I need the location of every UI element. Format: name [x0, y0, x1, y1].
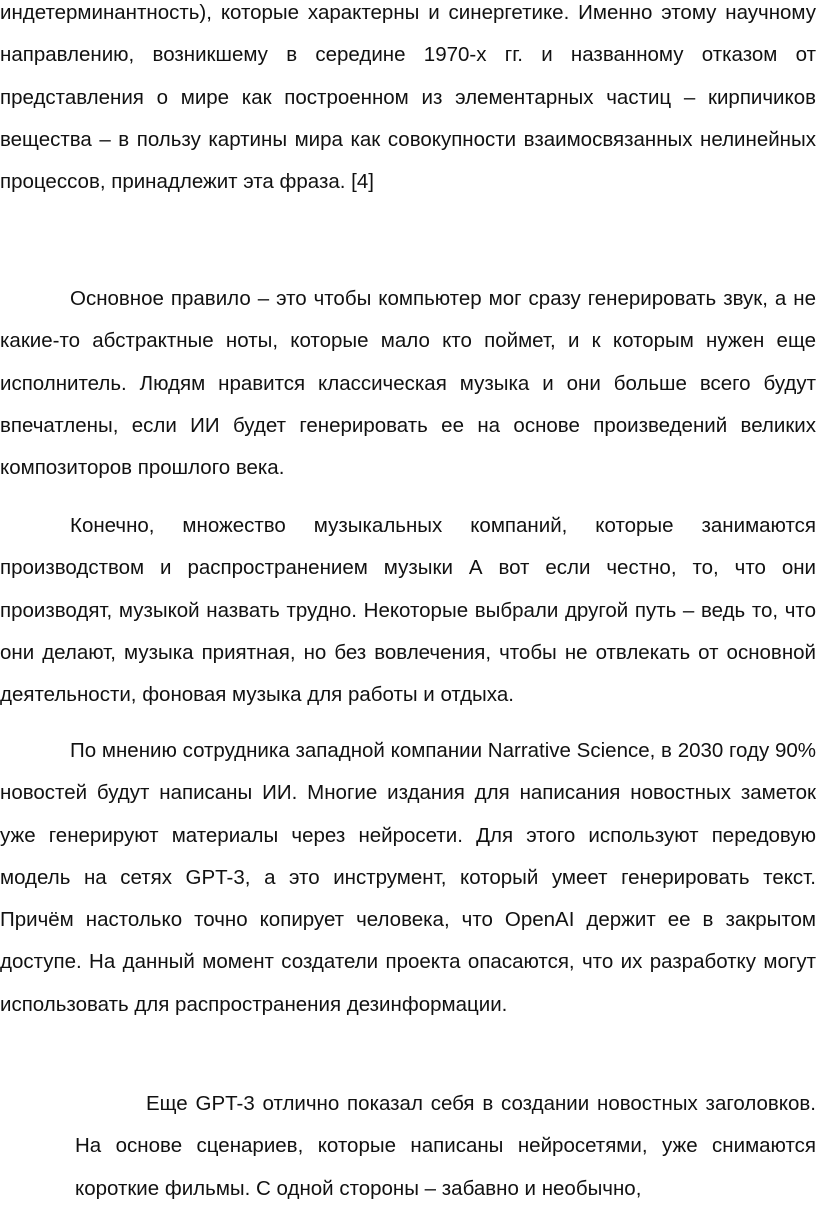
- paragraph-gpt3-headlines: Еще GPT-3 отлично показал себя в создании новостных заголовков. На основе сценариев, которые написаны нейросетями, уже снимаются короткие фильмы. С одной стороны – забавно и необычно,: [75, 1092, 816, 1200]
- paragraph-sound-generation: Основное правило – это чтобы компьютер мог сразу генерировать звук, а не какие-то абстрактные ноты, которые мало кто поймет, и к которым нужен еще исполнитель. Людям нравится классическая музыка и они больше всего будут впечатлены, если ИИ будет генерировать ее на основе произведений великих композиторов прошлого века.: [0, 287, 816, 480]
- paragraph-synergetics-continuation: индетерминантность), которые характерны и синергетике. Именно этому научному направлению, возникшему в середине 1970-х гг. и названному отказом от представления о мире как построенном из элементарных частиц – кирпичиков вещества – в пользу картины мира как совокупности взаимосвязанных нелинейных процессов, принадлежит эта фраза. [4]: [0, 1, 816, 194]
- paragraph-ai-news: По мнению сотрудника западной компании Narrative Science, в 2030 году 90% новостей будут написаны ИИ. Многие издания для написания новостных заметок уже генерируют материалы через нейросети. Для этого используют передовую модель на сетях GPT-3, а это инструмент, который умеет генерировать текст. Причём настолько точно копирует человека, что OpenAI держит ее в закрытом доступе. На данный момент создатели проекта опасаются, что их разработку могут использовать для распространения дезинформации.: [0, 739, 816, 1016]
- paragraph-music-companies: Конечно, множество музыкальных компаний, которые занимаются производством и распространением музыки А вот если честно, то, что они производят, музыкой назвать трудно. Некоторые выбрали другой путь – ведь то, что они делают, музыка приятная, но без вовлечения, чтобы не отвлекать от основной деятельности, фоновая музыка для работы и отдыха.: [0, 514, 816, 707]
